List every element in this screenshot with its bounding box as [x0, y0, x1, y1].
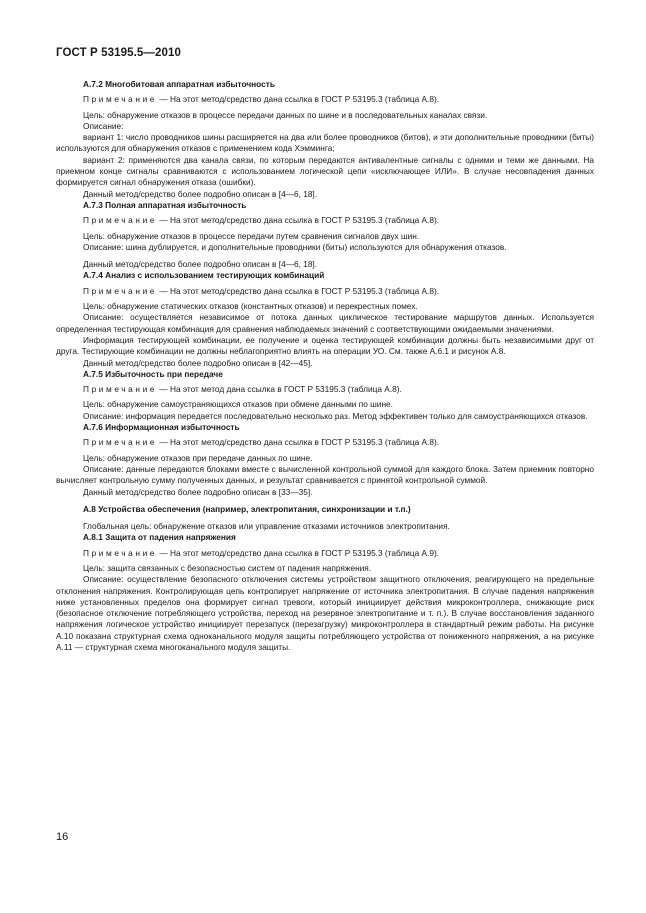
- note-label: Примечание: [83, 215, 158, 226]
- note: [56, 548, 594, 559]
- section-heading: А.7.2 Многобитовая аппаратная избыточность: [83, 79, 275, 89]
- note-text: — На этот метод/средство дана ссылка в ГОСТ Р 53195.3 (таблица А.8).: [159, 94, 440, 105]
- document-body: [56, 79, 594, 653]
- paragraph: Описание: осуществление безопасного отключения системы устройством защитного отключения, реагирующего на предельные отклонения напряжения. Контролирующая цепь контролирует напряжение от источника электропитания. В случае падения напряжения ниже установленных пределов она формирует сигнал тревоги, который инициирует действия микроконтроллера, снижающие риск (безопасное отключение потребляющего устройства, переход на резервное электропитание и т. п.). В случае восстановления заданного напряжения логическое устройство инициирует перезапуск (перезагрузку) микроконтроллера в стандартный режим работы. На рисунке А.10 показана структурная схема одноканального модуля защиты потребляющего устройства от пониженного напряжения, а на рисунке А.11 — структурная схема многоканального модуля защиты.: [56, 574, 594, 653]
- note: [56, 286, 594, 297]
- paragraph: Описание: осуществляется независимое от потока данных циклическое тестирование маршрутов данных. Используется определенная тестирующая комбинация для сравнения наблюдаемых значений с соответствующими ожидаемыми значениями.: [56, 312, 594, 334]
- paragraph: Цель: обнаружение самоустраняющихся отказов при обмене данными по шине.: [83, 399, 393, 410]
- paragraph: Описание: данные передаются блоками вместе с вычисленной контрольной суммой для каждого блока. Затем приемник повторно вычисляет контрольную сумму полученных данных, и результат сравнивается с принятой контрольной суммой.: [56, 463, 594, 486]
- paragraph: вариант 1: число проводников шины расширяется на два или более проводников (битов), и эти дополнительные проводники (биты) используются для обнаружения отказов с применением кода Хэмминга;: [56, 132, 594, 154]
- paragraph: вариант 2: применяются два канала связи, по которым передаются антивалентные сигналы с одними и теми же данными. На приемном конце сигналы сравниваются с использованием логической цепи «исключающее ИЛИ». В случае несовпадения данных формируется сигнал обнаружения отказа (ошибки).: [56, 154, 594, 188]
- paragraph: Описание: шина дублируется, и дополнительные проводники (биты) используются для обнаружения отказов.: [83, 241, 507, 252]
- paragraph: Цель: обнаружение статических отказов (константных отказов) и перекрестных помех.: [83, 301, 418, 312]
- section-heading: А.7.6 Информационная избыточность: [83, 422, 240, 433]
- note: [56, 437, 594, 448]
- note-text: — На этот метод/средство дана ссылка в ГОСТ Р 53195.3 (таблица А.9).: [159, 547, 440, 558]
- paragraph: Глобальная цель: обнаружение отказов или управление отказами источников электропитания.: [83, 521, 450, 532]
- document-header: ГОСТ Р 53195.5—2010: [56, 47, 181, 59]
- section-heading: А.8.1 Защита от падения напряжения: [83, 532, 236, 543]
- paragraph: Цель: защита связанных с безопасностью систем от падения напряжения.: [83, 562, 372, 573]
- note-text: — На этот метод/средство дана ссылка в ГОСТ Р 53195.3 (таблица А.8).: [159, 285, 440, 296]
- note: [56, 215, 594, 226]
- note-label: Примечание: [83, 437, 158, 448]
- paragraph: Данный метод/средство более подробно описан в [4—6, 18].: [83, 188, 318, 199]
- paragraph: Описание: информация передается последовательно несколько раз. Метод эффективен только для самоустраняющихся отказов.: [83, 410, 588, 421]
- note-label: Примечание: [83, 94, 158, 105]
- page-number: 16: [56, 831, 69, 843]
- paragraph: Информация тестирующей комбинации, ее получение и оценка тестирующей комбинации должны быть независимыми друг от друга. Тестирующие комбинации не должны неблагоприятно влиять на операции УО. См. также А.6.1 и рисунок А.8.: [56, 334, 594, 357]
- paragraph: Описание:: [83, 120, 124, 131]
- note-label: Примечание: [83, 547, 158, 558]
- section-heading: А.8 Устройства обеспечения (например, электропитания, синхронизации и т.п.): [83, 503, 411, 514]
- note-text: — На этот метод/средство дана ссылка в ГОСТ Р 53195.3 (таблица А.8).: [159, 215, 440, 226]
- paragraph: Цель: обнаружение отказов в процессе передачи данных по шине и в последовательных каналах связи.: [83, 109, 488, 120]
- paragraph: Данный метод/средство более подробно описан в [4—6, 18].: [83, 259, 318, 270]
- section-heading: А.7.3 Полная аппаратная избыточность: [83, 199, 247, 210]
- note-label: Примечание: [83, 384, 158, 395]
- paragraph: Цель: обнаружение отказов при передаче данных по шине.: [83, 452, 313, 463]
- section-heading: А.7.4 Анализ с использованием тестирующих комбинаций: [83, 270, 325, 281]
- paragraph: Данный метод/средство более подробно описан в [33—35].: [83, 486, 313, 497]
- note-text: — На этот метод дана ссылка в ГОСТ Р 53195.3 (таблица А.8).: [159, 384, 402, 395]
- note: [56, 384, 594, 395]
- section-heading: А.7.5 Избыточность при передаче: [83, 368, 223, 379]
- note-label: Примечание: [83, 285, 158, 296]
- note-text: — На этот метод/средство дана ссылка в ГОСТ Р 53195.3 (таблица А.8).: [159, 437, 440, 448]
- paragraph: Цель: обнаружение отказов в процессе передачи путем сравнения сигналов двух шин.: [83, 230, 420, 241]
- paragraph: Данный метод/средство более подробно описан в [42—45].: [83, 357, 313, 368]
- note: [56, 94, 594, 105]
